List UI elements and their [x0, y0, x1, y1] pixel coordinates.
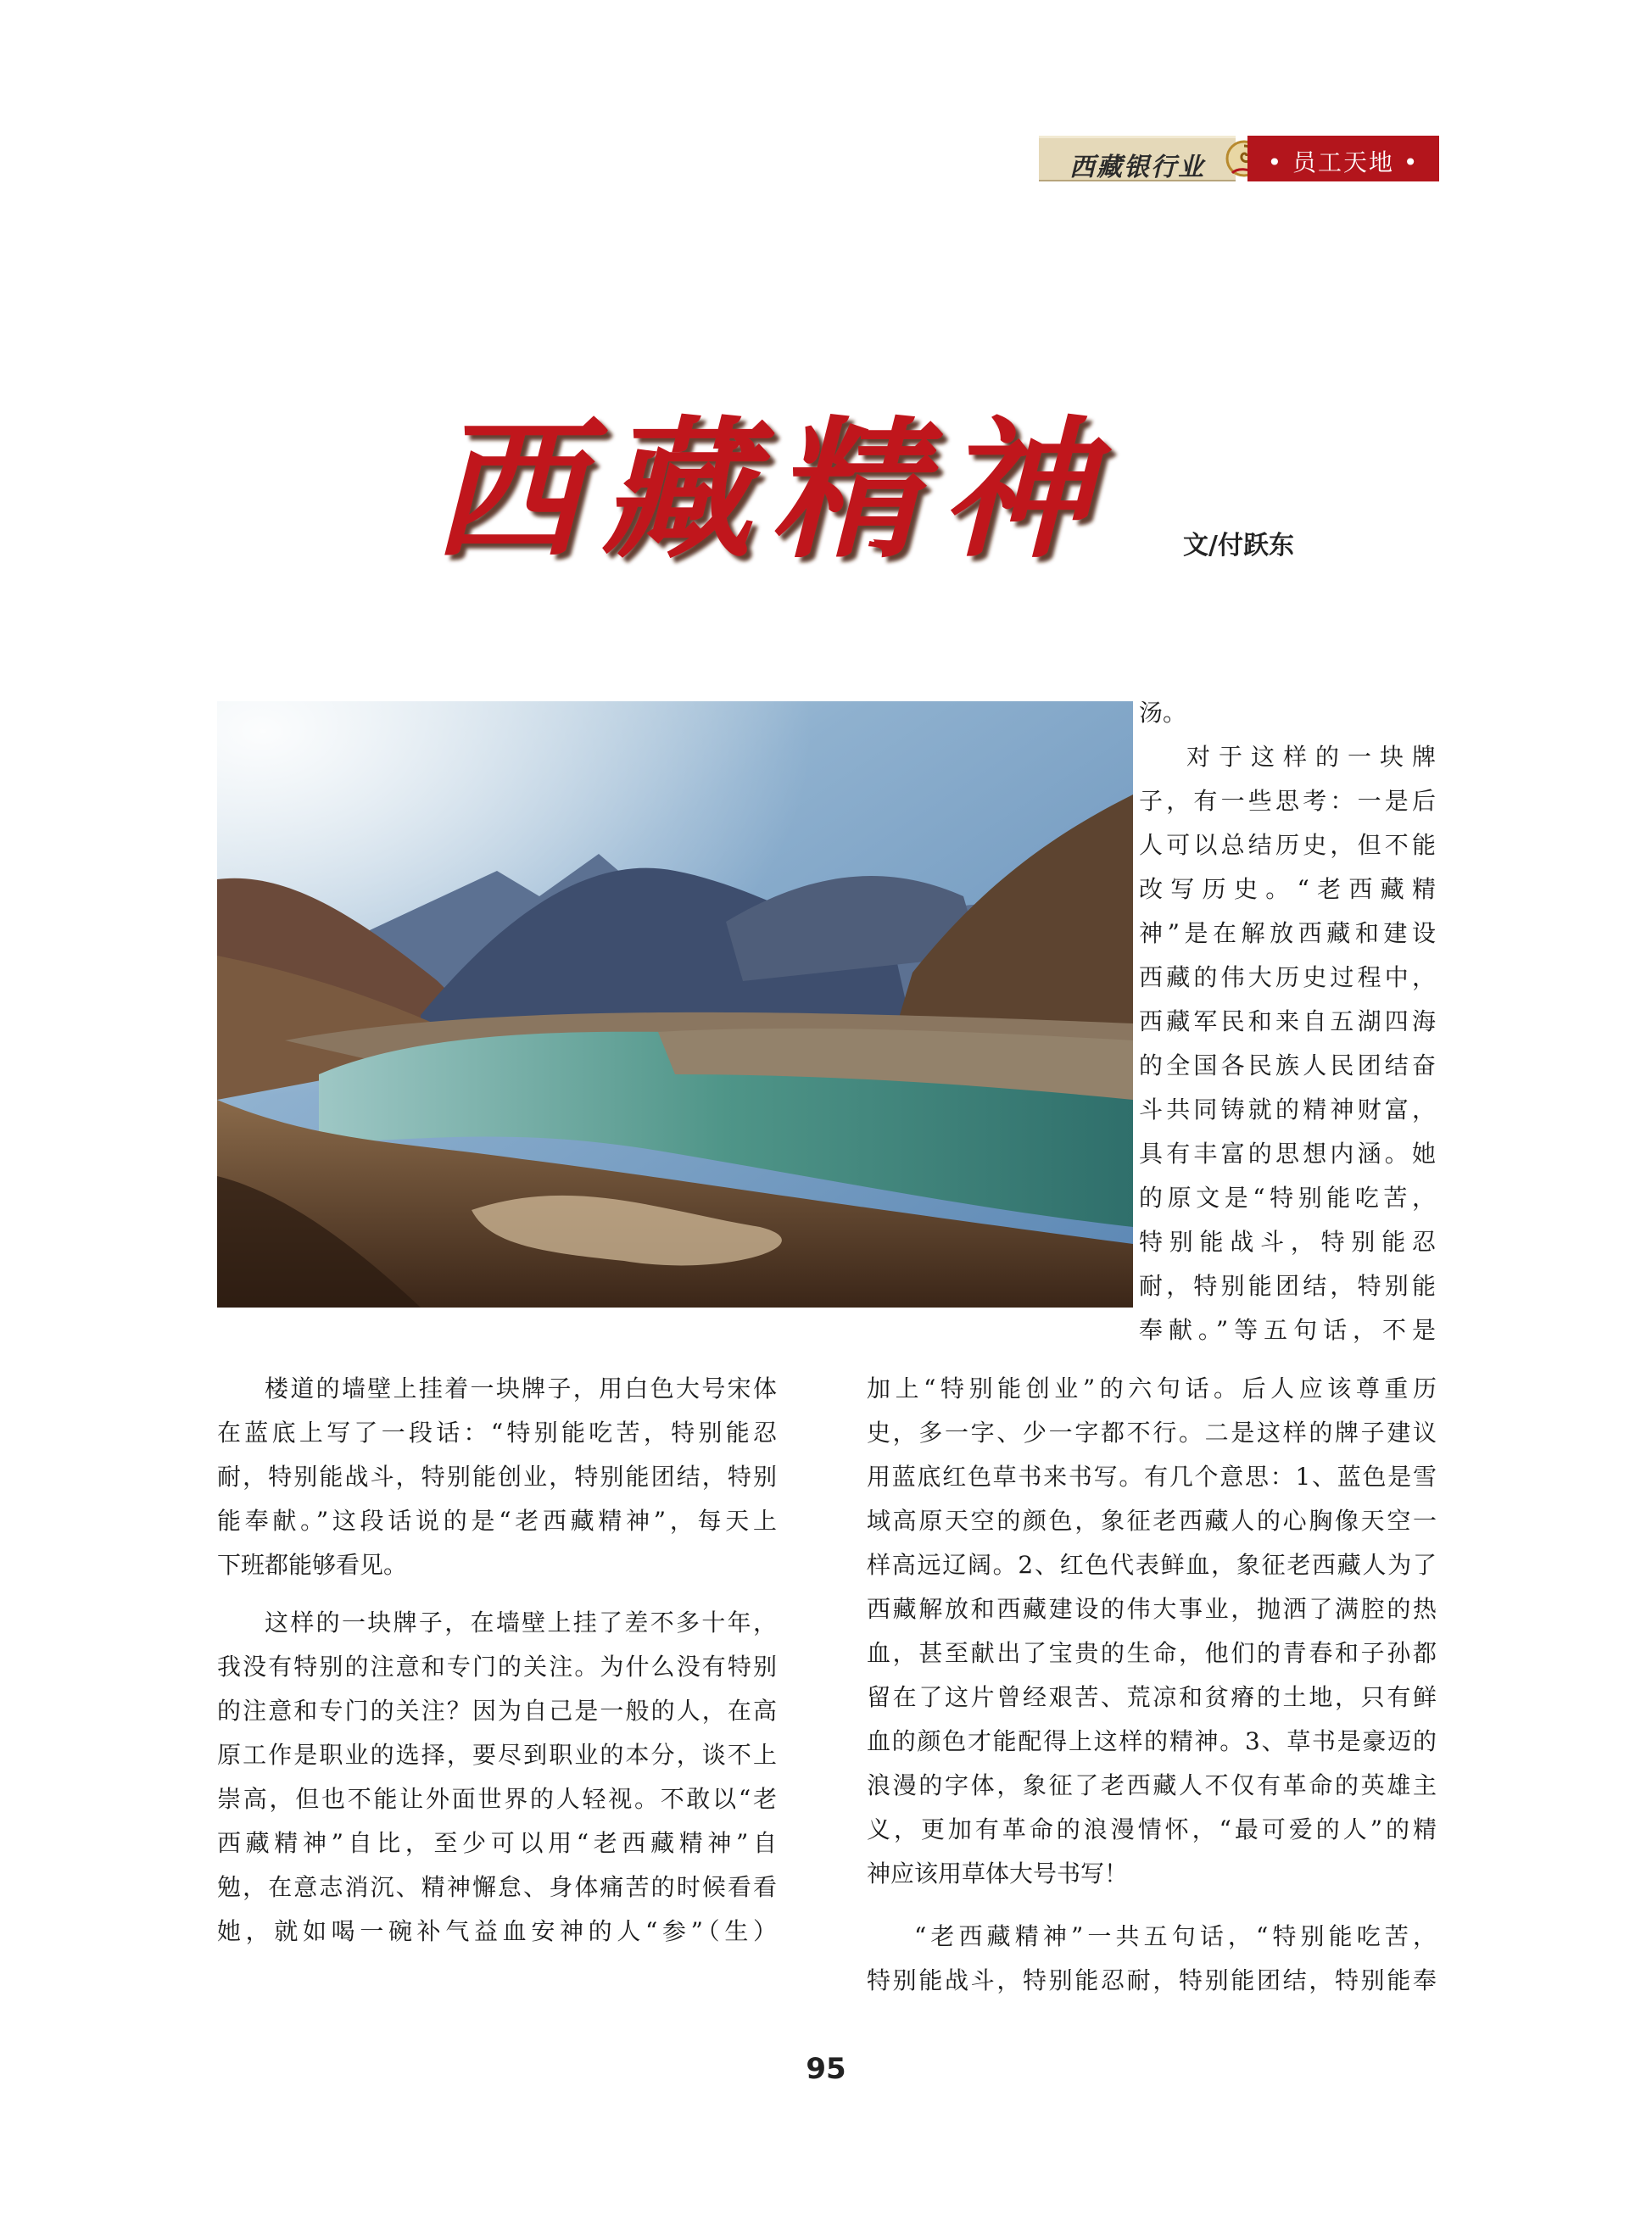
text-line: 西藏解放和西藏建设的伟大事业，抛洒了满腔的热 [867, 1595, 1437, 1623]
text-line: 加上“特别能创业”的六句话。后人应该尊重历 [867, 1375, 1437, 1402]
text-column-right-bottom [867, 1367, 1437, 2003]
page-number: 95 [806, 2052, 846, 2086]
text-line: 具有丰富的思想内涵。她 [1139, 1140, 1436, 1168]
text-line: 的原文是“特别能吃苦， [1139, 1184, 1436, 1212]
magazine-name-box [1039, 136, 1236, 181]
section-header [1039, 136, 1439, 181]
text-line: 西藏军民和来自五湖四海 [1139, 1007, 1436, 1035]
text-line: 史，多一字、少一字都不行。二是这样的牌子建议 [867, 1419, 1437, 1447]
text-line: 勉，在意志消沉、精神懈怠、身体痛苦的时候看看 [217, 1873, 777, 1901]
text-line: 西藏精神”自比，至少可以用“老西藏精神”自 [217, 1829, 777, 1857]
text-line: 血，甚至献出了宝贵的生命，他们的青春和子孙都 [867, 1639, 1437, 1667]
text-line: 西藏的伟大历史过程中， [1139, 963, 1436, 991]
text-line: 耐，特别能团结，特别能 [1139, 1272, 1436, 1300]
text-line: 样高远辽阔。2、红色代表鲜血，象征老西藏人为了 [867, 1551, 1437, 1579]
text-line: 这样的一块牌子，在墙壁上挂了差不多十年， [265, 1609, 777, 1637]
text-column-right-top [1139, 691, 1436, 1352]
text-column-left [217, 1367, 777, 1954]
text-line: 在蓝底上写了一段话：“特别能吃苦，特别能忍 [217, 1419, 777, 1447]
text-line: 她，就如喝一碗补气益血安神的人“参”（生） [217, 1917, 777, 1945]
text-line: 耐，特别能战斗，特别能创业，特别能团结，特别 [217, 1463, 777, 1491]
magazine-name: 西藏银行业 [1069, 153, 1205, 182]
text-line: 的全国各民族人民团结奋 [1139, 1051, 1436, 1079]
text-line: 域高原天空的颜色，象征老西藏人的心胸像天空一 [867, 1507, 1437, 1535]
text-line: 奉献。”等五句话，不是 [1139, 1316, 1436, 1344]
text-line: 浪漫的字体，象征了老西藏人不仅有革命的英雄主 [867, 1771, 1437, 1799]
text-line: 用蓝底红色草书来书写。有几个意思：1、蓝色是雪 [867, 1463, 1437, 1491]
text-line: 崇高，但也不能让外面世界的人轻视。不敢以“老 [217, 1785, 777, 1813]
text-line: 特别能战斗，特别能忍耐，特别能团结，特别能奉 [867, 1966, 1437, 1994]
text-line: 义，更加有革命的浪漫情怀，“最可爱的人”的精 [867, 1815, 1437, 1843]
text-line: 楼道的墙壁上挂着一块牌子，用白色大号宋体 [265, 1375, 777, 1402]
text-line: 下班都能够看见。 [217, 1551, 408, 1579]
text-line: 神”是在解放西藏和建设 [1139, 919, 1436, 947]
text-line: “老西藏精神”一共五句话，“特别能吃苦， [914, 1922, 1437, 1950]
text-line: 汤。 [1139, 699, 1187, 727]
article-title [410, 390, 1131, 594]
text-line: 血的颜色才能配得上这样的精神。3、草书是豪迈的 [867, 1727, 1437, 1755]
text-line: 子，有一些思考：一是后 [1139, 787, 1436, 815]
landscape-photo [217, 701, 1133, 1308]
text-line: 能奉献。”这段话说的是“老西藏精神”，每天上 [217, 1507, 777, 1535]
text-line: 斗共同铸就的精神财富， [1139, 1096, 1436, 1124]
section-label: • 员工天地 • [1267, 148, 1420, 176]
text-line: 特别能战斗，特别能忍 [1139, 1228, 1436, 1256]
text-line: 人可以总结历史，但不能 [1139, 831, 1436, 859]
text-line: 我没有特别的注意和专门的关注。为什么没有特别 [217, 1653, 777, 1681]
article-title-text: 西藏精神 [432, 401, 1110, 578]
text-line: 神应该用草体大号书写！ [867, 1860, 1129, 1888]
text-line: 改写历史。“老西藏精 [1139, 875, 1436, 903]
text-line: 留在了这片曾经艰苦、荒凉和贫瘠的土地，只有鲜 [867, 1683, 1437, 1711]
text-line: 的注意和专门的关注？因为自己是一般的人，在高 [217, 1697, 777, 1725]
text-line: 原工作是职业的选择，要尽到职业的本分，谈不上 [217, 1741, 777, 1769]
text-line: 对于这样的一块牌 [1186, 743, 1436, 771]
section-label-box [1247, 136, 1439, 181]
byline: 文/付跃东 [1183, 531, 1294, 560]
